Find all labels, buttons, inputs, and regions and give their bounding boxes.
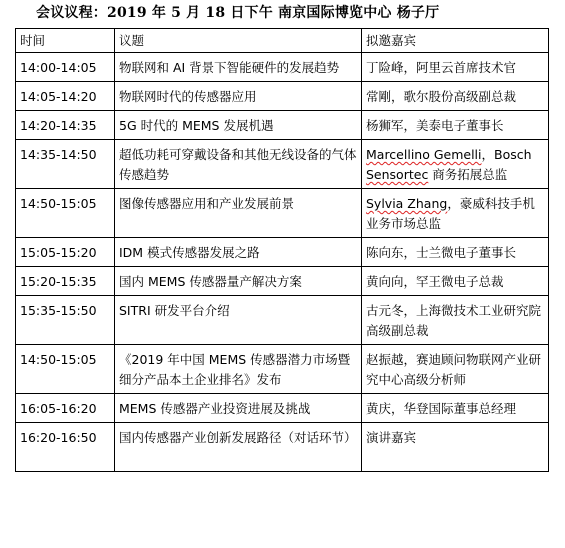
- cell-topic: 图像传感器应用和产业发展前景: [115, 189, 362, 238]
- table-row: [16, 267, 549, 296]
- table-row: [16, 82, 549, 111]
- table-row: [16, 189, 549, 238]
- cell-time: 14:35-14:50: [16, 140, 115, 189]
- cell-guest-text: ，豪威科技手机业务市场总监: [366, 196, 535, 231]
- cell-topic: 5G 时代的 MEMS 发展机遇: [115, 111, 362, 140]
- cell-guest: 古元冬，上海微技术工业研究院高级副总裁: [362, 296, 549, 345]
- cell-topic: SITRI 研发平台介绍: [115, 296, 362, 345]
- table-row: [16, 238, 549, 267]
- cell-guest: 黄庆，华登国际董事总经理: [362, 394, 549, 423]
- cell-time: 16:20-16:50: [16, 423, 115, 472]
- cell-time: 15:05-15:20: [16, 238, 115, 267]
- cell-guest-text: ，Bosch: [481, 147, 532, 162]
- cell-time: 14:50-15:05: [16, 189, 115, 238]
- cell-time: 14:20-14:35: [16, 111, 115, 140]
- cell-guest: [362, 140, 549, 189]
- cell-topic: 《2019 年中国 MEMS 传感器潜力市场暨细分产品本土企业排名》发布: [115, 345, 362, 394]
- table-row: [16, 394, 549, 423]
- table-row: [16, 345, 549, 394]
- cell-guest: 丁险峰，阿里云首席技术官: [362, 53, 549, 82]
- cell-topic: 物联网和 AI 背景下智能硬件的发展趋势: [115, 53, 362, 82]
- cell-topic: 国内 MEMS 传感器量产解决方案: [115, 267, 362, 296]
- cell-guest: 杨狮军，美泰电子董事长: [362, 111, 549, 140]
- cell-time: 16:05-16:20: [16, 394, 115, 423]
- table-row: [16, 53, 549, 82]
- agenda-table: [15, 28, 549, 472]
- table-row: [16, 423, 549, 472]
- spellcheck-flagged-text: Sensortec: [366, 167, 429, 182]
- table-row: [16, 140, 549, 189]
- cell-topic: 国内传感器产业创新发展路径（对话环节）: [115, 423, 362, 472]
- header-guest: 拟邀嘉宾: [362, 29, 549, 53]
- table-header-row: [16, 29, 549, 53]
- spellcheck-flagged-text: Sylvia Zhang: [366, 196, 448, 211]
- cell-time: 15:20-15:35: [16, 267, 115, 296]
- cell-guest: 常剛，歌尔股份高级副总裁: [362, 82, 549, 111]
- cell-guest: 演讲嘉宾: [362, 423, 549, 472]
- cell-guest: 陈向东，士兰微电子董事长: [362, 238, 549, 267]
- cell-guest: 黄向向，罕王微电子总裁: [362, 267, 549, 296]
- page-title: 会议议程：2019 年 5 月 18 日下午 南京国际博览中心 杨子厅: [36, 5, 440, 21]
- cell-guest-text: 商务拓展总监: [428, 167, 508, 182]
- table-row: [16, 111, 549, 140]
- cell-time: 14:05-14:20: [16, 82, 115, 111]
- cell-time: 14:50-15:05: [16, 345, 115, 394]
- table-row: [16, 296, 549, 345]
- spellcheck-flagged-text: Marcellino Gemelli: [366, 147, 482, 162]
- cell-topic: 超低功耗可穿戴设备和其他无线设备的气体传感趋势: [115, 140, 362, 189]
- header-time: 时间: [16, 29, 115, 53]
- cell-guest: 赵振越，赛迪顾问物联网产业研究中心高级分析师: [362, 345, 549, 394]
- cell-topic: IDM 模式传感器发展之路: [115, 238, 362, 267]
- cell-guest: [362, 189, 549, 238]
- cell-time: 15:35-15:50: [16, 296, 115, 345]
- header-topic: 议题: [115, 29, 362, 53]
- cell-topic: 物联网时代的传感器应用: [115, 82, 362, 111]
- cell-time: 14:00-14:05: [16, 53, 115, 82]
- cell-topic: MEMS 传感器产业投资进展及挑战: [115, 394, 362, 423]
